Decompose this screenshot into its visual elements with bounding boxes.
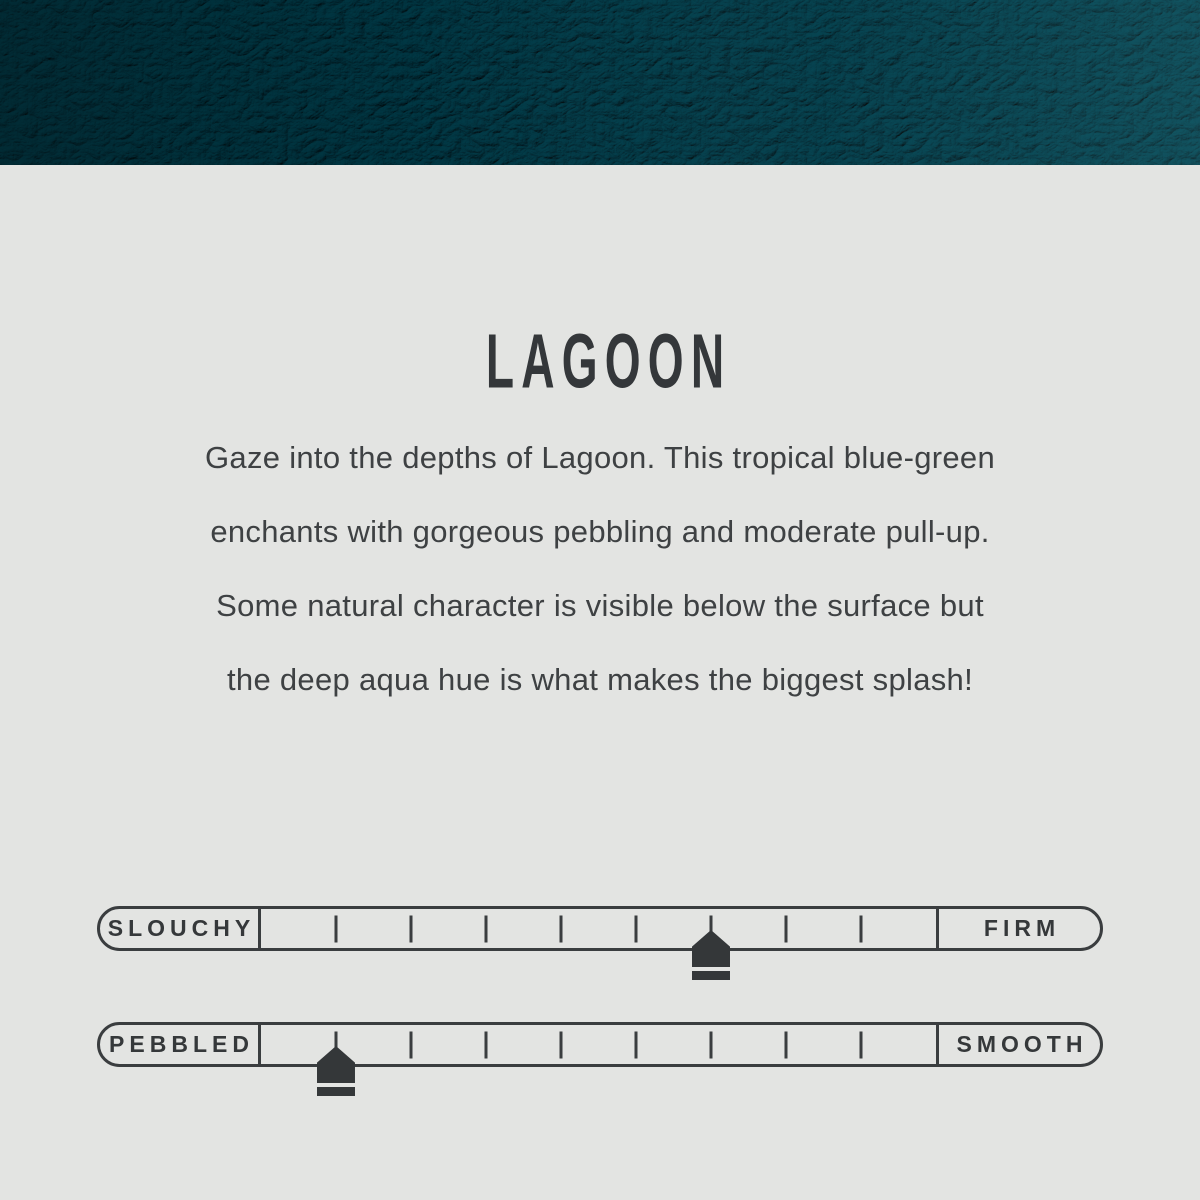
tick-mark (409, 915, 412, 942)
tick-mark (785, 915, 788, 942)
leather-texture-graphic (0, 0, 1200, 165)
tick-mark (710, 1031, 713, 1058)
slider-track (261, 909, 936, 948)
marker-arrow-icon (317, 1046, 355, 1083)
tick-mark (559, 1031, 562, 1058)
description-line-3: Some natural character is visible below the surface but (216, 588, 984, 623)
pebbled-label: PEBBLED (109, 1031, 254, 1057)
tick-mark (484, 915, 487, 942)
smooth-label-cell (936, 1025, 1100, 1064)
tick-mark (860, 915, 863, 942)
tick-mark (409, 1031, 412, 1058)
smooth-label: SMOOTH (956, 1031, 1088, 1057)
page-title: LAGOON (485, 317, 732, 405)
slouchy-label-cell (100, 909, 261, 948)
leather-swatch-image (0, 0, 1200, 165)
marker-base-bar (317, 1087, 355, 1096)
position-marker (692, 930, 730, 980)
marker-base-bar (692, 971, 730, 980)
position-marker (317, 1046, 355, 1096)
slider-pebbled-smooth (97, 1022, 1103, 1067)
pebbled-label-cell (100, 1025, 261, 1064)
tick-mark (484, 1031, 487, 1058)
attribute-scales (0, 906, 1200, 1067)
marker-arrow-icon (692, 930, 730, 967)
description-line-1: Gaze into the depths of Lagoon. This tropical blue-green (204, 440, 995, 475)
tick-mark (635, 915, 638, 942)
description-line-4: the deep aqua hue is what makes the biggest splash! (226, 662, 973, 697)
description-line-2: enchants with gorgeous pebbling and moderate pull-up. (210, 514, 990, 549)
firm-label-cell (936, 909, 1100, 948)
color-description (0, 421, 1200, 717)
tick-mark (559, 915, 562, 942)
tick-mark (785, 1031, 788, 1058)
tick-mark (334, 915, 337, 942)
tick-mark (635, 1031, 638, 1058)
tick-mark (860, 1031, 863, 1058)
slider-track (261, 1025, 936, 1064)
slider-slouchy-firm (97, 906, 1103, 951)
slouchy-label: SLOUCHY (107, 915, 256, 941)
firm-label: FIRM (983, 915, 1061, 941)
